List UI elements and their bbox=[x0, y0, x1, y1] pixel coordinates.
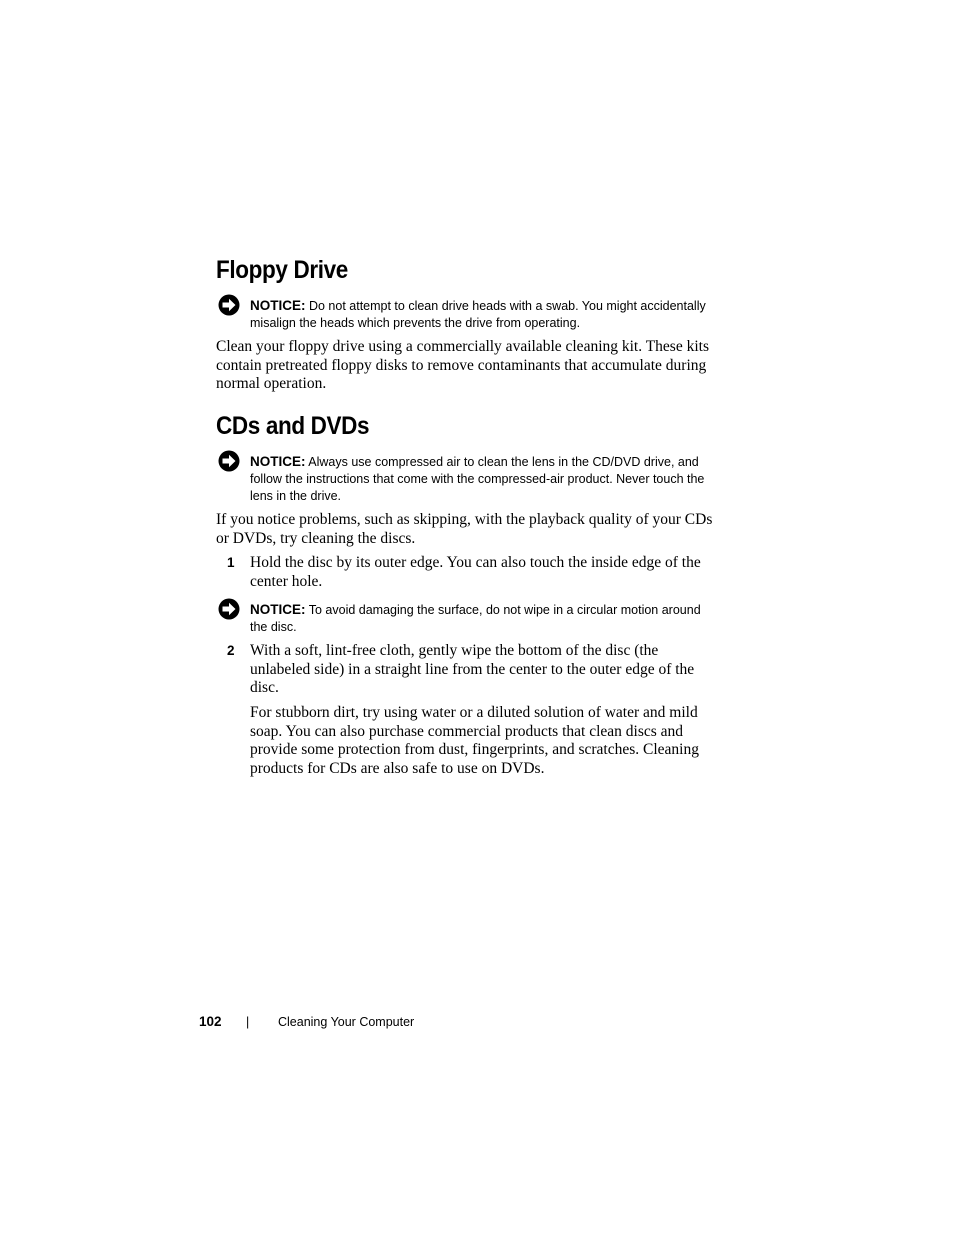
notice-label: NOTICE: bbox=[250, 454, 306, 469]
step-text: With a soft, lint-free cloth, gently wipe the bottom of the disc (the unlabeled side) in a straight line from the center to the outer edge of the disc. bbox=[250, 642, 695, 697]
notice-label: NOTICE: bbox=[250, 602, 306, 617]
step-text: Hold the disc by its outer edge. You can also touch the inside edge of the center hole. bbox=[250, 554, 701, 590]
heading-floppy-drive: Floppy Drive bbox=[216, 256, 348, 284]
notice-text bbox=[250, 297, 720, 332]
footer-separator: | bbox=[246, 1015, 250, 1029]
notice-arrow-icon bbox=[218, 450, 240, 472]
notice-text bbox=[250, 601, 720, 636]
notice-body: Do not attempt to clean drive heads with a swab. You might accidentally misalign the heads which prevents the drive from operating. bbox=[250, 299, 706, 330]
notice-label: NOTICE: bbox=[250, 298, 306, 313]
notice-body: Always use compressed air to clean the lens in the CD/DVD drive, and follow the instructions that come with the compressed-air product. Never touch the lens in the drive. bbox=[250, 455, 705, 503]
notice-body: To avoid damaging the surface, do not wipe in a circular motion around the disc. bbox=[250, 603, 701, 634]
page-number: 102 bbox=[199, 1014, 222, 1029]
footer-chapter-title: Cleaning Your Computer bbox=[278, 1015, 415, 1029]
paragraph-floppy: Clean your floppy drive using a commercially available cleaning kit. These kits contain pretreated floppy disks to remove contaminants that accumulate during normal operation. bbox=[216, 338, 709, 393]
notice-arrow-icon bbox=[218, 294, 240, 316]
heading-cds-dvds: CDs and DVDs bbox=[216, 412, 370, 440]
notice-arrow-icon bbox=[218, 598, 240, 620]
step-number: 1 bbox=[227, 555, 235, 570]
step-number: 2 bbox=[227, 643, 235, 658]
paragraph-cds: If you notice problems, such as skipping, with the playback quality of your CDs or DVDs, try cleaning the discs. bbox=[216, 511, 713, 547]
notice-text bbox=[250, 453, 720, 505]
step-extra-paragraph: For stubborn dirt, try using water or a diluted solution of water and mild soap. You can also purchase commercial products that clean discs and provide some protection from dust, fingerprints, and scratches. Cleaning products for CDs are also safe to use on DVDs. bbox=[250, 704, 699, 777]
